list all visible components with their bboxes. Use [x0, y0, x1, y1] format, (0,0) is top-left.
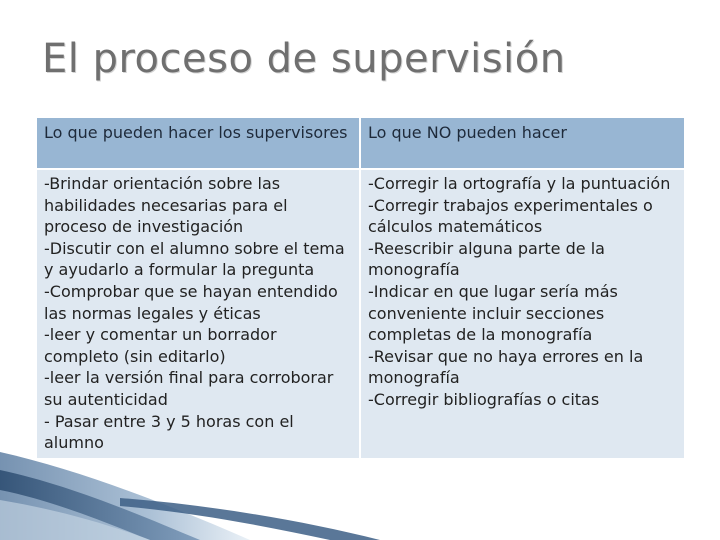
list-item: -leer la versión final para corroborar su autenticidad	[44, 368, 334, 409]
list-item: - Pasar entre 3 y 5 horas con el alumno	[44, 411, 294, 453]
header-can-do: Lo que pueden hacer los supervisores	[36, 117, 360, 169]
list-item: -Corregir la ortografía y la puntuación	[368, 174, 671, 193]
list-item: -Reescribir alguna parte de la monografía	[368, 238, 605, 280]
header-cannot-do: Lo que NO pueden hacer	[360, 117, 685, 169]
list-item: -Corregir bibliografías o citas	[368, 389, 600, 409]
slide-title: El proceso de supervisión	[42, 36, 566, 82]
list-item: -Revisar que no haya errores en la monografía	[368, 346, 644, 388]
table-header-row	[36, 117, 685, 169]
can-do-cell	[36, 169, 360, 459]
list-item: -Discutir con el alumno sobre el tema y ayudarlo a formular la pregunta	[44, 238, 345, 280]
list-item: -Brindar orientación sobre las habilidades necesarias para el proceso de investigación	[44, 174, 288, 237]
list-item: -leer y comentar un borrador completo (sin editarlo)	[44, 325, 277, 366]
list-item: -Comprobar que se hayan entendido las normas legales y éticas	[44, 281, 338, 323]
list-item: -Indicar en que lugar sería más conveniente incluir secciones completas de la monografía	[368, 281, 618, 345]
comparison-table	[35, 116, 686, 460]
list-item: -Corregir trabajos experimentales o cálculos matemáticos	[368, 195, 653, 237]
cannot-do-cell	[360, 169, 685, 459]
table-row	[36, 169, 685, 459]
